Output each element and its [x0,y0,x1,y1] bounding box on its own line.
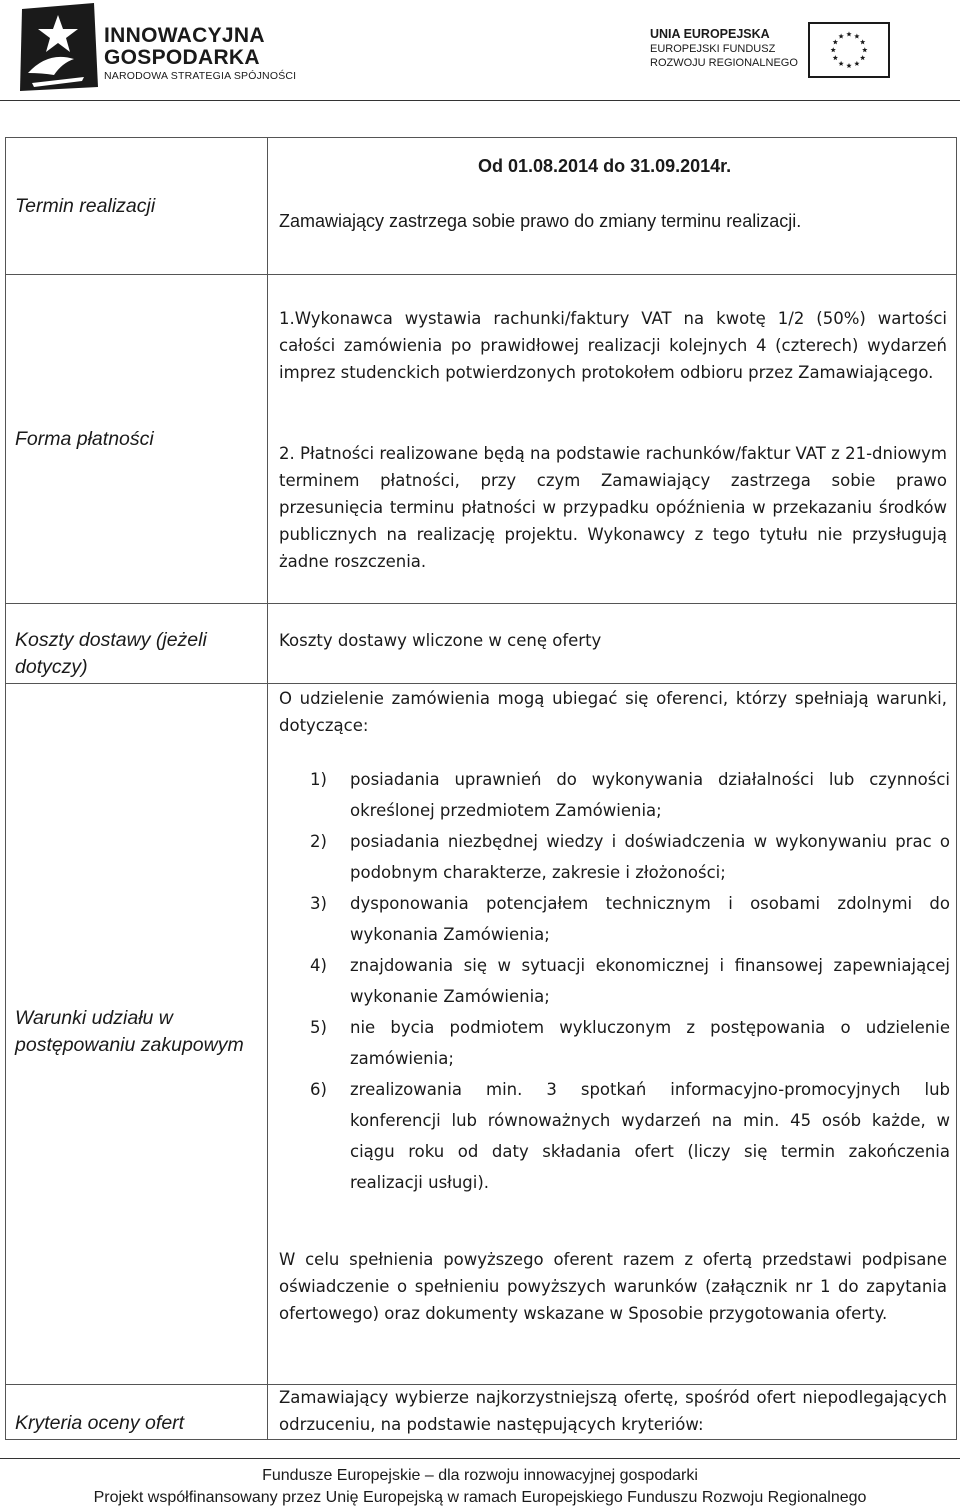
ig-subtitle: NARODOWA STRATEGIA SPÓJNOŚCI [104,70,297,82]
eu-flag-icon [808,22,890,78]
list-item-number: 4) [310,956,327,975]
list-item-number: 3) [310,894,327,913]
warunki-closing: W celu spełnienia powyższego oferent razem z ofertą przedstawi podpisane oświadczenie o spełnieniu powyższych warunków (załącznik nr 1 do zapytania ofertowego) oraz dokumenty wskazane w Sposobie przygotowania oferty. [279,1250,947,1323]
termin-note: Zamawiający zastrzega sobie prawo do zmiany terminu realizacji. [279,211,802,231]
list-item [310,1074,950,1198]
list-item [310,888,950,950]
footer-line-1: Fundusze Europejskie – dla rozwoju innowacyjnej gospodarki [262,1467,698,1484]
ig-title: INNOWACYJNA GOSPODARKA [104,24,265,69]
platnosc-label: Forma płatności [15,428,154,450]
list-item-text: dysponowania potencjałem technicznym i osobami zdolnymi do wykonania Zamówienia; [350,894,950,944]
footer-divider [0,1458,960,1459]
warunki-label: Warunki udziału w postępowaniu zakupowym [15,1007,244,1056]
warunki-intro: O udzielenie zamówienia mogą ubiegać się oferenci, którzy spełniają warunki, dotyczące: [279,689,947,735]
list-item [310,764,950,826]
list-item [310,950,950,1012]
eu-logo [640,22,895,80]
list-item-text: zrealizowania min. 3 spotkań informacyjno-promocyjnych lub konferencji lub równoważnych wydarzeń na min. 45 osób każde, w ciągu roku od daty składania ofert (liczy się termin zakończenia realizacji usługi). [350,1080,950,1192]
header-divider [0,100,960,101]
table-row [5,274,956,604]
list-item-text: nie bycia podmiotem wykluczonym z postępowania o udzielenie zamówienia; [350,1018,950,1068]
innowacyjna-gospodarka-logo [18,3,318,95]
kryteria-text: Zamawiający wybierze najkorzystniejszą ofertę, spośród ofert niepodlegających odrzuceniu, na podstawie następujących kryteriów: [279,1388,947,1434]
dostawa-label: Koszty dostawy (jeżeli dotyczy) [15,629,207,678]
list-item-number: 5) [310,1018,327,1037]
list-item [310,1012,950,1074]
kryteria-label: Kryteria oceny ofert [15,1412,185,1434]
platnosc-paragraph-1: 1.Wykonawca wystawia rachunki/faktury VAT na kwotę 1/2 (50%) wartości całości zamówienia po prawidłowej realizacji kolejnych 4 (czterech) wydarzeń imprez studenckich potwierdzonych protokołem odbioru przez Zamawiającego. [279,309,947,382]
list-item-text: posiadania uprawnień do wykonywania działalności lub czynności określonej przedmiotem Zamówienia; [350,770,950,820]
footer-line-2: Projekt współfinansowany przez Unię Europejską w ramach Europejskiego Funduszu Rozwoju Regionalnego [93,1489,867,1506]
list-item-text: znajdowania się w sytuacji ekonomicznej i finansowej zapewniającej wykonanie Zamówienia; [350,956,950,1006]
list-item-number: 6) [310,1080,327,1099]
page-header [0,0,960,100]
list-item-number: 2) [310,832,327,851]
ig-emblem-icon [18,3,100,93]
warunki-list [310,764,950,1198]
eu-logo-text: UNIA EUROPEJSKA EUROPEJSKI FUNDUSZ ROZWOJU REGIONALNEGO [650,27,798,69]
list-item-text: posiadania niezbędnej wiedzy i doświadczenia w wykonywaniu prac o podobnym charakterze, zakresie i złożoności; [350,832,950,882]
table-row [5,137,956,275]
list-item-number: 1) [310,770,327,789]
list-item [310,826,950,888]
dostawa-value: Koszty dostawy wliczone w cenę oferty [279,631,602,650]
platnosc-paragraph-2: 2. Płatności realizowane będą na podstawie rachunków/faktur VAT z 21-dniowym terminem płatności, przy czym Zamawiający zastrzega sobie prawo przesunięcia terminu płatności w przypadku opóźnienia w przekazaniu środków publicznych na realizację projektu. Wykonawcy z tego tytułu nie przysługują żadne roszczenia. [279,444,947,571]
page-footer [0,1458,960,1510]
termin-date: Od 01.08.2014 do 31.09.2014r. [478,156,732,176]
termin-label: Termin realizacji [15,195,156,217]
